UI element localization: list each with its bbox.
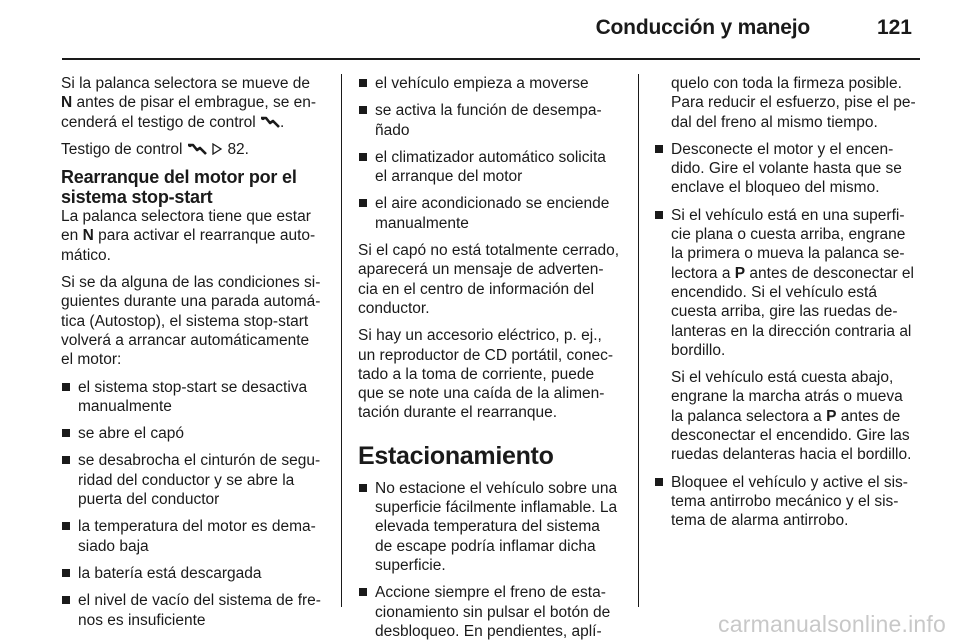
bullet-icon xyxy=(359,484,367,492)
autostop-warning-icon xyxy=(260,116,280,128)
condition-list-cont xyxy=(358,74,626,233)
column-divider-2 xyxy=(638,74,639,607)
paragraph: Si la palanca selectora se mueve de N antes de pisar el embrague, se en- cenderá el testigo de control . xyxy=(61,75,317,131)
bullet-icon xyxy=(359,199,367,207)
column-3 xyxy=(654,74,924,539)
list-item: Bloquee el vehículo y active el sis- tema antirrobo mecánico y el sis- tema de alarma antirrobo. xyxy=(654,473,924,531)
bullet-icon xyxy=(359,153,367,161)
list-item: Si el vehículo está en una superfi- cie plana o cuesta arriba, engrane la primera o mueva la palanca se- lectora a P antes de desconectar el encendido. Si el vehículo está cuesta arriba, gire las ruedas de- lanteras en la dirección contraria al bordillo. Si el vehículo está cuesta abajo, engrane la marcha atrás o mueva la palanca selectora a P antes de desconectar el encendido. Gire las ruedas delanteras hacia el bordillo. xyxy=(654,206,924,465)
section-title: Conducción y manejo xyxy=(595,16,810,39)
paragraph-continued: quelo con toda la firmeza posible. Para reducir el esfuerzo, pise el pe- dal del freno al mismo tiempo. xyxy=(671,75,916,131)
bullet-icon xyxy=(655,478,663,486)
bullet-icon xyxy=(359,79,367,87)
bullet-icon xyxy=(62,522,70,530)
watermark: carmanualsonline.info xyxy=(718,611,946,637)
list-item: se activa la función de desempa- ñado xyxy=(358,101,626,140)
page-reference-triangle-icon xyxy=(211,143,223,155)
list-item: Desconecte el motor y el encen- dido. Gire el volante hasta que se enclave el bloqueo del mismo. xyxy=(654,140,924,198)
bullet-icon xyxy=(62,456,70,464)
paragraph: Si el capó no está totalmente cerrado, aparecerá un mensaje de adverten- cia en el centro de información del conductor. xyxy=(358,242,620,317)
header-divider xyxy=(62,58,920,60)
paragraph: Si se da alguna de las condiciones si- guientes durante una parada automá- tica (Autostop), el sistema stop-start volverá a arrancar automáticamente el motor: xyxy=(61,274,321,369)
condition-list xyxy=(61,378,331,630)
bullet-icon xyxy=(62,383,70,391)
list-item: se desabrocha el cinturón de segu- ridad del conductor y se abre la puerta del conductor xyxy=(61,451,331,509)
paragraph: Testigo de control 82. xyxy=(61,140,249,158)
bullet-icon xyxy=(62,596,70,604)
page-reference[interactable]: 82. xyxy=(227,140,249,158)
heading-parking: Estacionamiento xyxy=(358,441,554,470)
list-item: el vehículo empieza a moverse xyxy=(358,74,626,93)
page-number: 121 xyxy=(876,16,912,39)
list-item: el sistema stop-start se desactiva manualmente xyxy=(61,378,331,417)
paragraph: La palanca selectora tiene que estar en N para activar el rearranque auto- mático. xyxy=(61,208,316,264)
column-2 xyxy=(358,74,626,642)
list-item: la batería está descargada xyxy=(61,564,331,583)
parking-list xyxy=(358,479,626,641)
bullet-icon xyxy=(655,145,663,153)
list-item: Accione siempre el freno de esta- cionamiento sin pulsar el botón de desbloqueo. En pendientes, aplí- xyxy=(358,583,626,641)
parking-list-cont xyxy=(654,140,924,531)
column-1 xyxy=(61,74,331,638)
list-item: el climatizador automático solicita el arranque del motor xyxy=(358,148,626,187)
bullet-icon xyxy=(62,429,70,437)
list-item: No estacione el vehículo sobre una superficie fácilmente inflamable. La elevada temperatura del sistema de escape podría inflamar dicha superficie. xyxy=(358,479,626,575)
list-item: la temperatura del motor es dema- siado baja xyxy=(61,517,331,556)
bullet-icon xyxy=(655,211,663,219)
bullet-icon xyxy=(359,106,367,114)
bullet-icon xyxy=(359,588,367,596)
subheading-restart: Rearranque del motor por el sistema stop-start xyxy=(61,167,297,208)
list-item: se abre el capó xyxy=(61,424,331,443)
bullet-icon xyxy=(62,569,70,577)
paragraph: Si hay un accesorio eléctrico, p. ej., un reproductor de CD portátil, conec- tado a la toma de corriente, puede que se note una caída de la alimen- tación durante el rearranque. xyxy=(358,327,614,422)
list-item: el nivel de vacío del sistema de fre- nos es insuficiente xyxy=(61,591,331,630)
column-divider-1 xyxy=(341,74,342,607)
list-item: el aire acondicionado se enciende manualmente xyxy=(358,194,626,233)
autostop-warning-icon xyxy=(187,143,207,155)
